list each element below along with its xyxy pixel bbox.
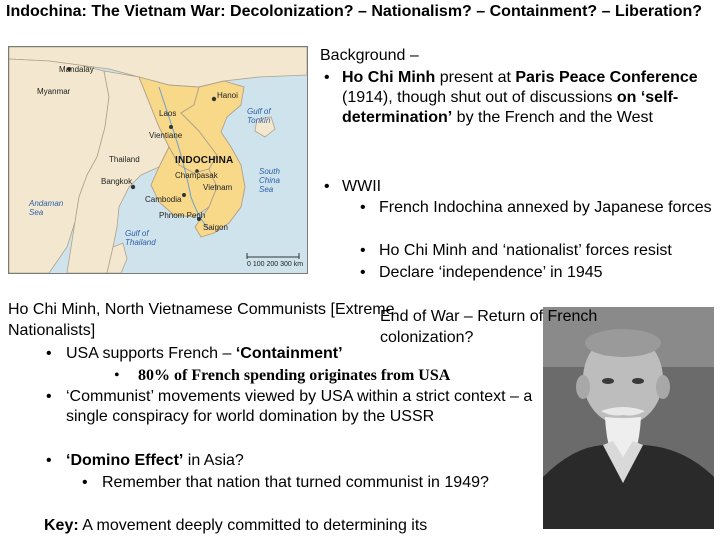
label-hanoi: Hanoi: [217, 91, 238, 100]
left-sub-1949: Remember that nation that turned communist in 1949?: [102, 474, 489, 491]
bullet-dot: •: [324, 178, 330, 195]
bullet-dot: •: [46, 388, 52, 405]
wwii-sub-annexed: French Indochina annexed by Japanese forces: [379, 199, 712, 216]
background-bullet-wwii: WWII: [342, 178, 382, 195]
wwii-sub-independence: Declare ‘independence’ in 1945: [379, 264, 603, 281]
left-bullet-domino: [66, 451, 244, 471]
label-laos: Laos: [159, 109, 177, 118]
label-bangkok: Bangkok: [101, 177, 133, 186]
key-line: [44, 516, 427, 536]
left-heading-line1: Ho Chi Minh, North Vietnamese Communists [Extreme: [8, 301, 395, 318]
label-indochina: INDOCHINA: [175, 155, 234, 166]
containment-bold: ‘Containment’: [235, 345, 343, 362]
label-myanmar: Myanmar: [37, 87, 71, 96]
text-span: USA supports French –: [66, 345, 236, 362]
ho-chi-minh-bold: Ho Chi Minh: [342, 69, 436, 86]
key-label: Key:: [44, 517, 79, 534]
bullet-dot: •: [46, 345, 52, 362]
label-saigon: Saigon: [203, 223, 228, 232]
bullet-dot: •: [360, 242, 366, 259]
self-determination-bold: on ‘self-determination’: [342, 89, 679, 126]
label-cambodia: Cambodia: [145, 195, 182, 204]
left-bullet-containment: [66, 344, 343, 364]
paris-peace-conference-bold: Paris Peace Conference: [515, 69, 698, 86]
slide-title: Indochina: The Vietnam War: Decolonization? – Nationalism? – Containment? – Liberation?: [6, 3, 703, 20]
background-bullet-paris: [342, 68, 714, 128]
label-vietnam: Vietnam: [203, 183, 233, 192]
portrait-graphic: [543, 307, 714, 529]
label-phnom-penh: Phnom Penh: [159, 211, 206, 220]
left-bullet-communist: ‘Communist’ movements viewed by USA within a strict context – a single conspiracy for world domination by the USSR: [66, 388, 533, 425]
label-thailand: Thailand: [109, 155, 140, 164]
overlay-line1: End of War – Return of French: [380, 308, 598, 325]
label-gulf-of-tonkin: Gulf of Tonkin: [247, 107, 271, 125]
label-mandalay: Mandalay: [59, 65, 94, 74]
bullet-dot: •: [360, 264, 366, 281]
label-andaman-sea: Andaman Sea: [29, 199, 64, 217]
label-south-china-sea: South China Sea: [259, 167, 280, 194]
key-text: A movement deeply committed to determining its: [78, 517, 428, 534]
background-heading: Background –: [320, 47, 419, 64]
bullet-dot: •: [46, 452, 52, 469]
domino-effect-bold: ‘Domino Effect’: [66, 452, 184, 469]
label-vientiane: Vientiane: [149, 131, 183, 140]
bullet-dot: •: [82, 474, 88, 491]
wwii-sub-resist: Ho Chi Minh and ‘nationalist’ forces resist: [379, 242, 672, 259]
label-gulf-of-thailand: Gulf of Thailand: [125, 229, 156, 247]
bullet-dot: •: [114, 367, 120, 384]
bullet-dot: •: [360, 199, 366, 216]
indochina-map: [8, 46, 308, 274]
text-span: (1914), though shut out of discussions: [342, 89, 617, 106]
overlay-line2: colonization?: [380, 329, 474, 346]
label-champasak: Champasak: [175, 171, 218, 180]
text-span: present at: [435, 69, 516, 86]
text-span: in Asia?: [183, 452, 244, 469]
text-span: by the French and the West: [452, 109, 653, 126]
ho-chi-minh-photo: [543, 307, 714, 529]
left-sub-funding: 80% of French spending originates from USA: [138, 367, 451, 384]
bullet-dot: •: [324, 69, 330, 86]
left-heading-line2: Nationalists]: [8, 322, 96, 339]
map-scale-label: 0 100 200 300 km: [247, 261, 304, 268]
